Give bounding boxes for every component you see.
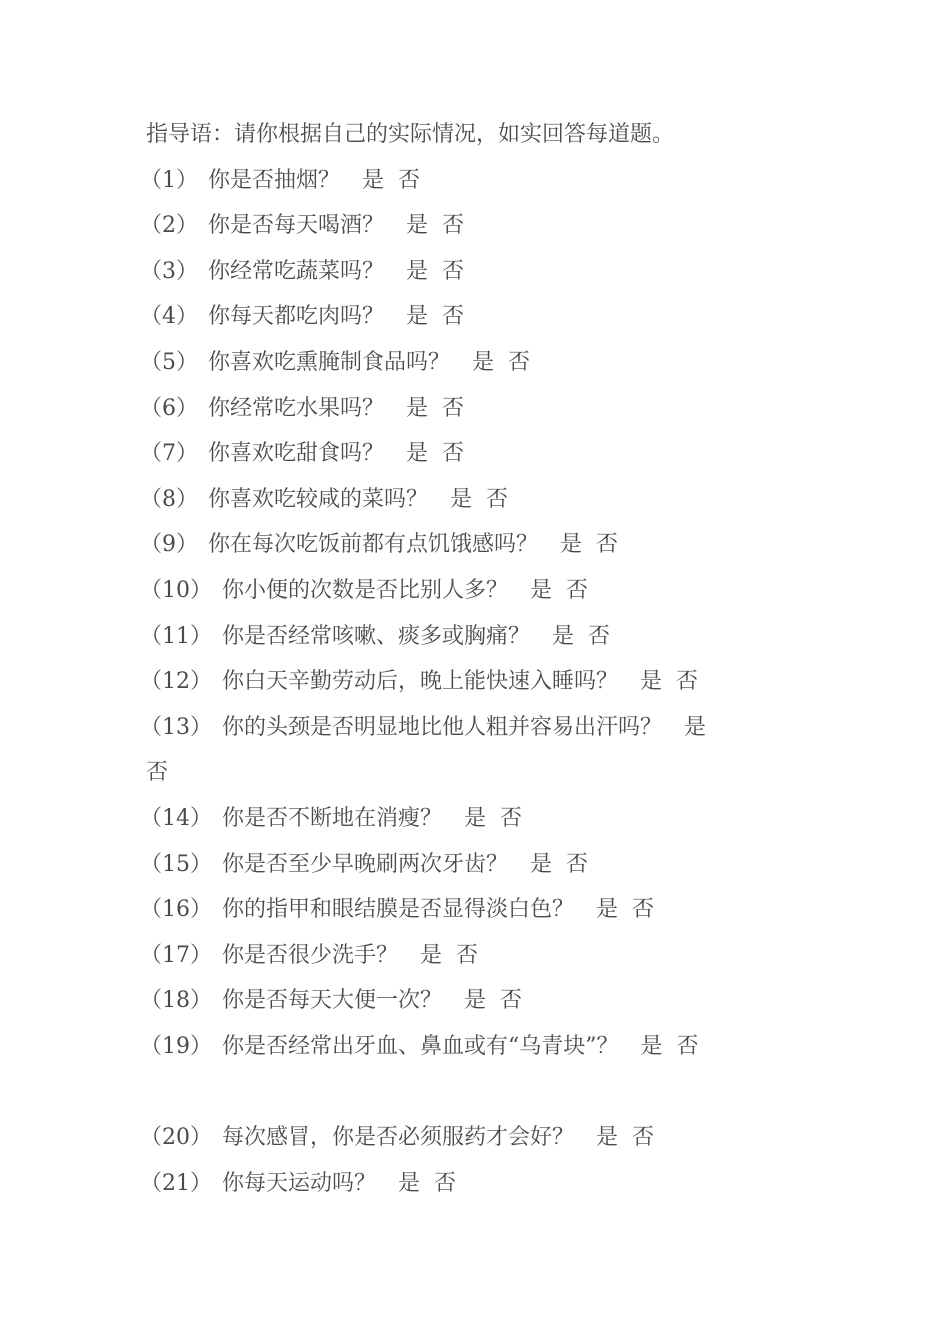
yes-option[interactable]: 是 [464,805,487,831]
question-number: （7） [140,441,198,467]
questionnaire [140,112,816,1206]
no-option[interactable]: 否 [500,988,523,1014]
yes-option[interactable]: 是 [552,623,575,649]
question-text: 你在每次吃饭前都有点饥饿感吗？ [208,532,539,558]
question-number: （4） [140,304,198,330]
question-number: （11） [140,623,212,649]
question-12 [140,659,816,705]
question-number: （12） [140,669,212,695]
question-6 [140,386,816,432]
yes-option[interactable]: 是 [530,851,553,877]
question-number: （6） [140,395,198,421]
question-text: 你喜欢吃熏腌制食品吗？ [208,349,451,375]
yes-option[interactable]: 是 [530,577,553,603]
question-14 [140,796,816,842]
question-number: （20） [140,1125,212,1151]
yes-option[interactable]: 是 [450,486,473,512]
yes-option[interactable]: 是 [406,441,429,467]
question-text: 你是否经常出牙血、鼻血或有“乌青块”？ [222,1033,619,1059]
question-15 [140,842,816,888]
no-option[interactable]: 否 [486,486,509,512]
blank-line [146,1069,816,1115]
question-text: 你是否至少早晚刷两次牙齿？ [222,851,509,877]
no-option[interactable]: 否 [632,1125,655,1151]
instruction-text: 指导语：请你根据自己的实际情况，如实回答每道题。 [146,122,675,147]
question-number: （14） [140,805,212,831]
question-number: （10） [140,577,212,603]
question-21 [140,1161,816,1207]
question-number: （21） [140,1170,212,1196]
question-19 [140,1024,816,1070]
question-text: 你经常吃水果吗？ [208,395,385,421]
no-option[interactable]: 否 [508,349,531,375]
yes-option[interactable]: 是 [406,395,429,421]
no-option[interactable]: 否 [146,760,169,786]
no-option[interactable]: 否 [596,532,619,558]
yes-option[interactable]: 是 [640,1033,663,1059]
question-number: （17） [140,942,212,968]
question-10 [140,568,816,614]
question-text: 你的头颈是否明显地比他人粗并容易出汗吗？ [222,714,663,740]
yes-option[interactable]: 是 [640,669,663,695]
question-8 [140,477,816,523]
question-18 [140,978,816,1024]
no-option[interactable]: 否 [588,623,611,649]
question-2 [140,203,816,249]
question-text: 你是否不断地在消瘦？ [222,805,443,831]
yes-option[interactable]: 是 [398,1170,421,1196]
question-number: （1） [140,167,198,193]
no-option[interactable]: 否 [442,441,465,467]
question-text: 你每天都吃肉吗？ [208,304,385,330]
question-5 [140,340,816,386]
question-text: 你是否抽烟？ [208,167,341,193]
question-number: （16） [140,897,212,923]
question-text: 你每天运动吗？ [222,1170,377,1196]
yes-option[interactable]: 是 [560,532,583,558]
question-17 [140,933,816,979]
question-text: 你经常吃蔬菜吗？ [208,258,385,284]
question-20 [140,1115,816,1161]
question-number: （5） [140,349,198,375]
question-text: 你是否每天大便一次？ [222,988,443,1014]
no-option[interactable]: 否 [456,942,479,968]
yes-option[interactable]: 是 [406,213,429,239]
question-text: 你小便的次数是否比别人多？ [222,577,509,603]
yes-option[interactable]: 是 [420,942,443,968]
question-13 [140,705,816,796]
no-option[interactable]: 否 [442,258,465,284]
no-option[interactable]: 否 [500,805,523,831]
yes-option[interactable]: 是 [684,714,707,740]
yes-option[interactable]: 是 [596,1125,619,1151]
no-option[interactable]: 否 [676,669,699,695]
question-3 [140,249,816,295]
yes-option[interactable]: 是 [596,897,619,923]
question-16 [140,887,816,933]
question-text: 你白天辛勤劳动后，晚上能快速入睡吗？ [222,669,619,695]
yes-option[interactable]: 是 [464,988,487,1014]
no-option[interactable]: 否 [434,1170,457,1196]
question-text: 你是否经常咳嗽、痰多或胸痛？ [222,623,531,649]
no-option[interactable]: 否 [442,213,465,239]
yes-option[interactable]: 是 [362,167,385,193]
yes-option[interactable]: 是 [406,258,429,284]
question-number: （13） [140,714,212,740]
question-text: 你喜欢吃较咸的菜吗？ [208,486,429,512]
question-number: （2） [140,213,198,239]
question-7 [140,431,816,477]
no-option[interactable]: 否 [398,167,421,193]
no-option[interactable]: 否 [442,395,465,421]
no-option[interactable]: 否 [632,897,655,923]
question-number: （8） [140,486,198,512]
no-option[interactable]: 否 [676,1033,699,1059]
yes-option[interactable]: 是 [406,304,429,330]
no-option[interactable]: 否 [566,577,589,603]
question-text: 你的指甲和眼结膜是否显得淡白色？ [222,897,575,923]
question-text: 你是否很少洗手？ [222,942,399,968]
question-text: 你喜欢吃甜食吗？ [208,441,385,467]
question-number: （3） [140,258,198,284]
question-11 [140,614,816,660]
yes-option[interactable]: 是 [472,349,495,375]
question-number: （9） [140,532,198,558]
no-option[interactable]: 否 [566,851,589,877]
question-number: （15） [140,851,212,877]
question-1 [140,158,816,204]
question-number: （18） [140,988,212,1014]
no-option[interactable]: 否 [442,304,465,330]
question-4 [140,294,816,340]
question-9 [140,522,816,568]
question-text: 你是否每天喝酒？ [208,213,385,239]
question-text: 每次感冒，你是否必须服药才会好？ [222,1125,575,1151]
question-number: （19） [140,1033,212,1059]
